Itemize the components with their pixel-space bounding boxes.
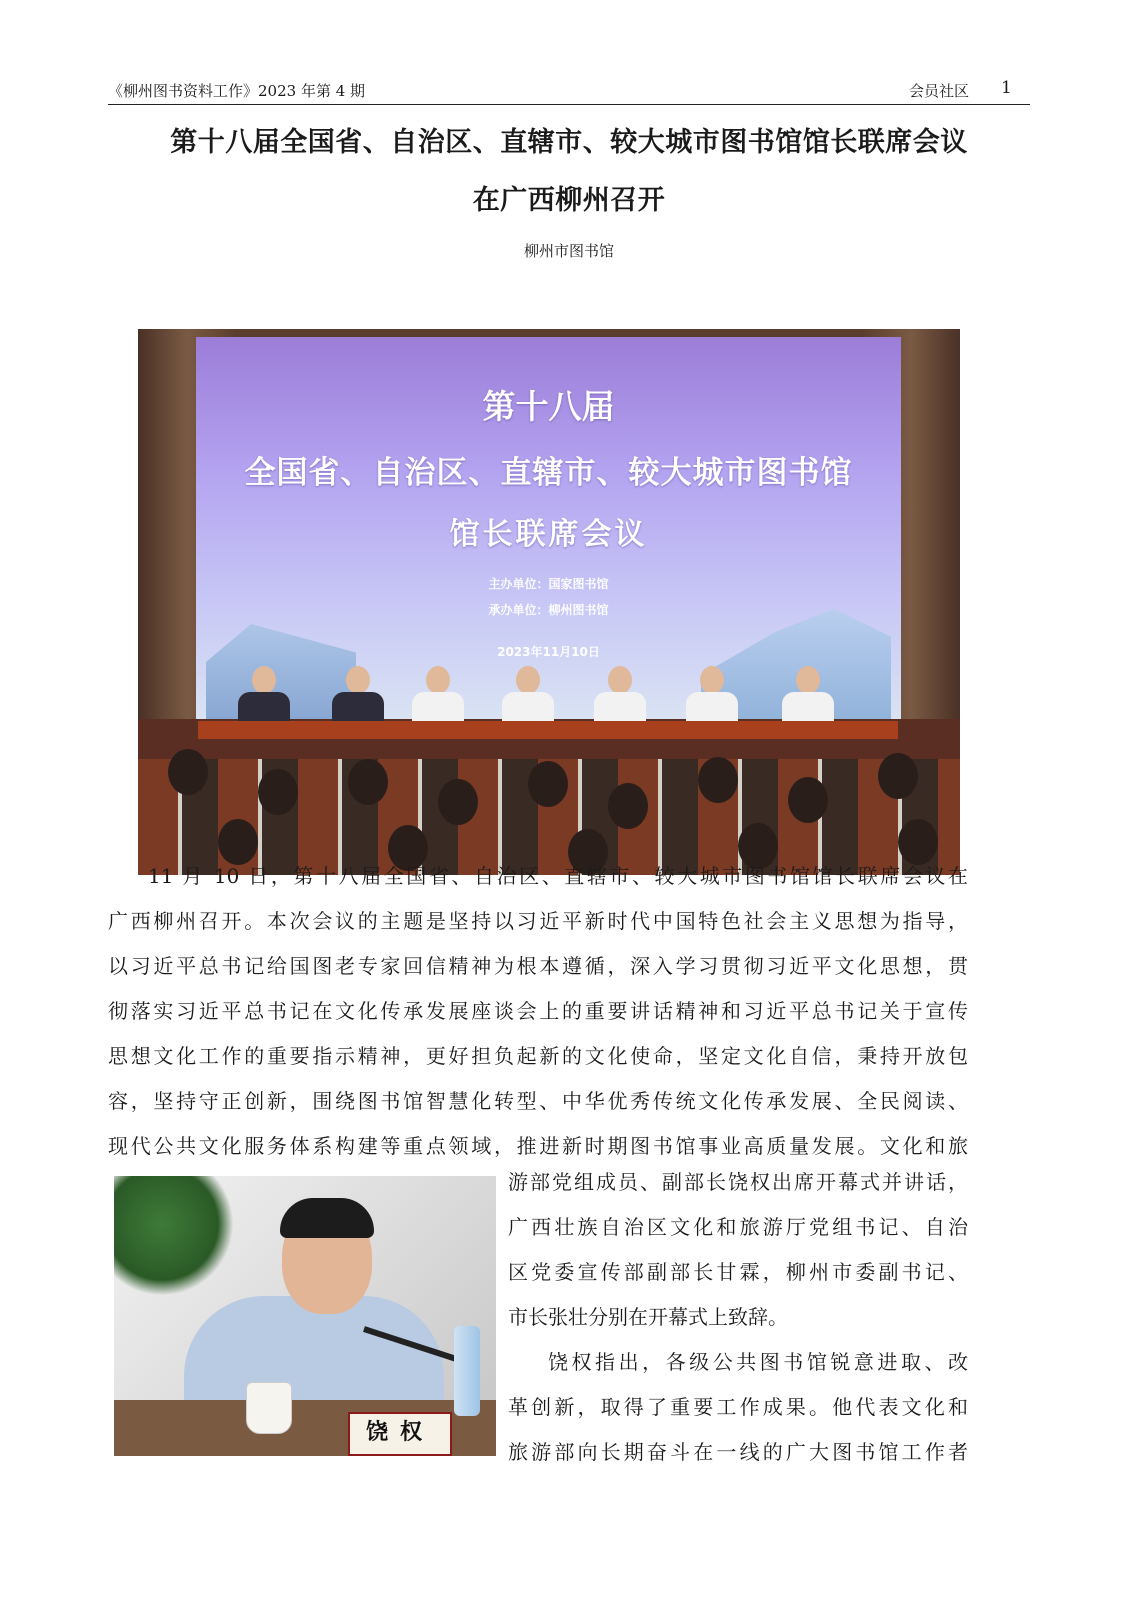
article-author: 柳州市图书馆 bbox=[523, 242, 614, 260]
screen-organizer: 承办单位：柳州图书馆 bbox=[488, 603, 609, 617]
panelist bbox=[590, 666, 650, 726]
page-number: 1 bbox=[1001, 78, 1012, 98]
text-line: 容，坚持守正创新，围绕图书馆智慧化转型、中华优秀传统文化传承发展、全民阅读、 bbox=[108, 1089, 968, 1113]
article-title-line1: 第十八届全国省、自治区、直辖市、较大城市图书馆馆长联席会议 bbox=[170, 127, 968, 158]
journal-header: 《柳州图书资料工作》2023 年第 4 期 bbox=[108, 82, 366, 100]
plant bbox=[114, 1176, 234, 1296]
speaker-hair bbox=[280, 1198, 374, 1238]
projection-screen bbox=[196, 337, 901, 719]
body-paragraph-2 bbox=[508, 1160, 968, 1475]
screen-date: 2023年11月10日 bbox=[497, 645, 600, 659]
tea-cup bbox=[246, 1382, 292, 1434]
conference-photo bbox=[138, 329, 960, 875]
text-line: 游部党组成员、副部长饶权出席开幕式并讲话， bbox=[508, 1170, 968, 1194]
panelist bbox=[682, 666, 742, 726]
body-paragraph-1 bbox=[108, 854, 968, 1169]
speaker-portrait bbox=[114, 1176, 496, 1456]
header-divider bbox=[108, 104, 1030, 105]
text-line: 革创新，取得了重要工作成果。他代表文化和 bbox=[508, 1395, 968, 1419]
text-line: 彻落实习近平总书记在文化传承发展座谈会上的重要讲话精神和习近平总书记关于宣传 bbox=[108, 999, 968, 1023]
panelist bbox=[328, 666, 388, 726]
text-line: 以习近平总书记给国图老专家回信精神为根本遵循，深入学习贯彻习近平文化思想，贯 bbox=[108, 954, 968, 978]
screen-title-line3: 馆长联席会议 bbox=[449, 517, 648, 552]
head-table bbox=[198, 721, 898, 739]
panelist bbox=[498, 666, 558, 726]
screen-title-line2: 全国省、自治区、直辖市、较大城市图书馆 bbox=[244, 455, 853, 491]
screen-title-line1: 第十八届 bbox=[482, 387, 615, 426]
panelist bbox=[234, 666, 294, 726]
text-line: 区党委宣传部副部长甘霖，柳州市委副书记、 bbox=[508, 1260, 968, 1284]
section-label: 会员社区 bbox=[908, 82, 969, 100]
text-line: 广西柳州召开。本次会议的主题是坚持以习近平新时代中国特色社会主义思想为指导， bbox=[108, 909, 968, 933]
panelist bbox=[408, 666, 468, 726]
screen-host: 主办单位：国家图书馆 bbox=[488, 577, 609, 591]
text-line: 广西壮族自治区文化和旅游厅党组书记、自治 bbox=[508, 1215, 968, 1239]
text-line: 思想文化工作的重要指示精神，更好担负起新的文化使命，坚定文化自信，秉持开放包 bbox=[108, 1044, 968, 1068]
text-line: 市长张壮分别在开幕式上致辞。 bbox=[508, 1305, 788, 1329]
text-line: 旅游部向长期奋斗在一线的广大图书馆工作者 bbox=[508, 1440, 968, 1464]
text-line: 11 月 10 日，第十八届全国省、自治区、直辖市、较大城市图书馆馆长联席会议在 bbox=[148, 864, 968, 888]
panelist bbox=[778, 666, 838, 726]
water-bottle bbox=[454, 1326, 480, 1416]
nameplate: 饶权 bbox=[348, 1412, 452, 1456]
text-line: 饶权指出，各级公共图书馆锐意进取、改 bbox=[548, 1350, 968, 1374]
text-line: 现代公共文化服务体系构建等重点领域，推进新时期图书馆事业高质量发展。文化和旅 bbox=[108, 1134, 968, 1158]
article-title-line2: 在广西柳州召开 bbox=[472, 185, 666, 216]
